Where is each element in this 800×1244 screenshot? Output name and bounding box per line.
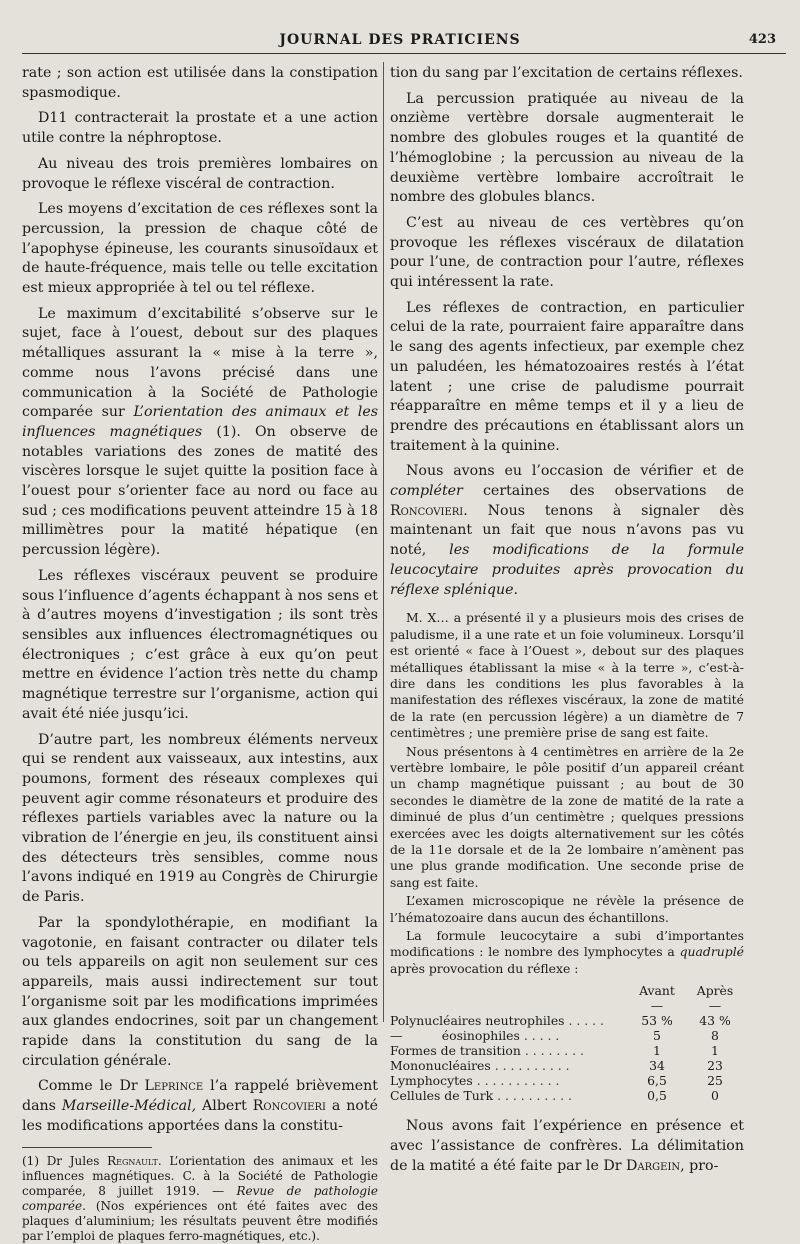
leader-dots: . . . . . . . . <box>524 1043 584 1059</box>
value-after: 0 <box>711 1088 719 1104</box>
footnote <box>22 1154 378 1244</box>
value-after: 1 <box>711 1043 719 1059</box>
cited-title: L’orientation des animaux et les influences magnétiques <box>22 404 379 440</box>
paragraph <box>22 1077 378 1136</box>
text: (Nos expériences ont été faites avec des plaques d’aluminium; les résultats peuvent être modifiés par l’emploi de plaques ferro-magnétiques, etc.). <box>22 1198 378 1243</box>
author-name: Roncovieri. <box>390 502 468 519</box>
emphasis: quadruplé <box>679 944 744 960</box>
text: après provocation du réflexe : <box>390 960 579 976</box>
paragraph: Par la spondylothérapie, en modifiant la vagotonie, en faisant contracter ou dilater tels ou tels appareils on agit non seulement sur ces appareils, mais aussi indirectement sur tout l’organisme soit par les modifications imprimées aux glandes endocrines, soit par un changement rapide dans la constitution du sang de la circulation générale. <box>22 914 378 1069</box>
paragraph: Les réflexes viscéraux peuvent se produire sous l’influence d’agents échappant à nos sens et à d’autres moyens d’investigation ; ils sont très sensibles aux influences électromagnétiques ou électroniques ; c’est grâce à eux qu’on peut mettre en évidence l’action très nette du champ magnétique terrestre sur l’organisme, action qui avait été niée jusqu’ici. <box>22 567 378 722</box>
row-label: Polynucléaires neutrophiles <box>390 1013 565 1029</box>
table-dash-row <box>390 998 744 1013</box>
value-before: 1 <box>653 1043 661 1059</box>
author-name: Regnault. <box>107 1153 162 1168</box>
paragraph: M. X… a présenté il y a plusieurs mois des crises de paludisme, il a une rate et un foie volumineux. Lorsqu’il est orienté « face à l’Ouest », debout sur des plaques métalliques établissant la mise « à la terre », c’est-à-dire dans les conditions les plus favorables à la manifestation des réflexes viscéraux, la zone de matité de la rate (en percussion légère) a un diamètre de 7 centimètres ; une première prise de sang est faite. <box>390 610 744 741</box>
value-before: 6,5 <box>647 1073 667 1089</box>
column-divider <box>383 62 384 1022</box>
emphasis: les modifications de la formule leucocytaire produites après provocation du réflexe splénique. <box>390 542 745 598</box>
leucocyte-table <box>390 983 744 1103</box>
text: Nous avons eu l’occasion de vérifier et de <box>406 463 744 480</box>
paragraph: L’examen microscopique ne révèle la présence de l’hématozoaire dans aucun des échantillons. <box>390 893 744 925</box>
value-before: 5 <box>653 1028 661 1044</box>
paragraph: Les moyens d’excitation de ces réflexes sont la percussion, la pression de chaque côté de l’apophyse épineuse, les courants sinusoïdaux et de haute-fréquence, mais telle ou telle excitation est mieux appropriée à tel ou tel réflexe. <box>22 201 378 297</box>
table-row <box>390 1043 744 1058</box>
column-header-after: Après <box>696 983 734 999</box>
left-column <box>22 64 378 1244</box>
table-row <box>390 1088 744 1103</box>
row-label: Lymphocytes <box>390 1073 473 1089</box>
row-label: Cellules de Turk <box>390 1088 494 1104</box>
table-header-row <box>390 983 744 998</box>
text: a noté les modifications apportées dans la constitu- <box>22 1098 378 1134</box>
text: L’orientation des animaux et les influences magnétiques. C. à la Société de Pathologie comparée, 8 juillet 1919. — <box>22 1153 378 1198</box>
right-column <box>390 64 744 1182</box>
dash: — <box>650 998 664 1014</box>
paragraph <box>22 305 378 561</box>
running-title: JOURNAL DES PRATICIENS <box>279 32 521 48</box>
journal-name: Revue de pathologie comparée. <box>22 1183 379 1213</box>
emphasis: compléter <box>390 483 463 500</box>
paragraph <box>390 462 744 600</box>
value-after: 23 <box>707 1058 723 1074</box>
leader-dots: . . . . . . . . . . <box>494 1058 570 1074</box>
journal-name: Marseille-Médical, <box>61 1098 197 1115</box>
row-label: — éosinophiles <box>390 1028 520 1044</box>
text: Albert <box>202 1098 247 1115</box>
text: Nous tenons à signaler dès maintenant un fait que nous n’avons pas vu noté, <box>390 502 744 559</box>
dash: — <box>708 998 722 1014</box>
table-row <box>390 1073 744 1088</box>
case-report <box>390 610 744 977</box>
row-label: Formes de transition <box>390 1043 521 1059</box>
author-name: Roncovieri <box>252 1098 326 1115</box>
value-after: 43 % <box>699 1013 731 1029</box>
text: (1) Dr Jules <box>22 1153 100 1168</box>
paragraph: D11 contracterait la prostate et a une action utile contre la néphroptose. <box>22 110 378 147</box>
paragraph: rate ; son action est utilisée dans la constipation spasmodique. <box>22 65 378 101</box>
paragraph: Les réflexes de contraction, en particulier celui de la rate, pourraient faire apparaître dans le sang des agents infectieux, par exemple chez un paludéen, les hématozoaires restés à l’état latent ; une crise de paludisme pourrait réapparaître en même temps et il y a lieu de prendre des précautions en établissant alors un traitement à la quinine. <box>390 299 744 454</box>
page-number: 423 <box>748 32 776 47</box>
paragraph: Nous présentons à 4 centimètres en arrière de la 2e vertèbre lombaire, le pôle positif d’un appareil créant un champ magnétique puissant ; au bout de 30 secondes le diamètre de la zone de matité de la rate a diminué de plus d’un centimètre ; quelques pressions exercées avec les doigts alternativement sur les côtés de la 11e dorsale et de la 2e lombaire n’amènent pas une plus grande modification. Une seconde prise de sang est faite. <box>390 743 744 890</box>
footnote-rule <box>22 1147 152 1148</box>
text: Comme le Dr <box>38 1078 138 1095</box>
text: certaines des observations de <box>482 483 744 500</box>
leader-dots: . . . . . <box>568 1013 604 1029</box>
table-row <box>390 1058 744 1073</box>
paragraph: D’autre part, les nombreux éléments nerveux qui se rendent aux vaisseaux, aux intestins, aux poumons, forment des réseaux complexes qui peuvent agir comme résonateurs et produire des réflexes partiels variables avec la nature ou la vibration de l’énergie en jeu, ils constituent ainsi des détecteurs très sensibles, comme nous l’avons indiqué en 1919 au Congrès de Chirurgie de Paris. <box>22 731 378 906</box>
column-header-before: Avant <box>639 983 675 999</box>
leader-dots: . . . . . . . . . . . <box>476 1073 560 1089</box>
value-after: 25 <box>707 1073 723 1089</box>
text: Nous avons fait l’expérience en présence et avec l’assistance de confrères. La délimitation de la matité a été faite par le Dr <box>390 1118 744 1174</box>
paragraph <box>390 1117 744 1176</box>
row-label: Mononucléaires <box>390 1058 491 1074</box>
author-name: Dargein, <box>626 1157 685 1174</box>
text: Le maximum d’excitabilité s’observe sur le sujet, face à l’ouest, debout sur des plaques métalliques assurant la « mise à la terre », comme nous l’avons précisé dans une communication à la Société de Pathologie comparée sur <box>22 305 378 421</box>
text: pro- <box>689 1157 719 1174</box>
value-after: 8 <box>711 1028 719 1044</box>
paragraph: C’est au niveau de ces vertèbres qu’on provoque les réflexes viscéraux de dilatation pour l’une, de contraction pour l’autre, réflexes qui intéressent la rate. <box>390 214 744 291</box>
table-row <box>390 1013 744 1028</box>
paragraph: Au niveau des trois premières lombaires on provoque le réflexe viscéral de contraction. <box>22 155 378 192</box>
leader-dots: . . . . . . . . . . <box>497 1088 572 1104</box>
paragraph: tion du sang par l’excitation de certains réflexes. <box>390 65 743 81</box>
paragraph <box>390 928 744 977</box>
text: (1). On observe de notables variations des zones de matité des viscères lorsque le sujet quitte la position face à l’ouest pour s’orienter face au nord ou face au sud ; ces modifications peuvent atteindre 15 à 18 millimètres pour la matité hépatique (en percussion légère). <box>22 423 378 559</box>
value-before: 53 % <box>641 1013 673 1029</box>
header-rule <box>22 53 786 54</box>
table-row <box>390 1028 744 1043</box>
text: l’a rappelé brièvement dans <box>22 1078 379 1115</box>
value-before: 34 <box>649 1058 665 1074</box>
value-before: 0,5 <box>647 1088 667 1104</box>
author-name: Leprince <box>144 1078 204 1095</box>
leader-dots: . . . . . <box>523 1028 560 1044</box>
text: La formule leucocytaire a subi d’importantes modifications : le nombre des lymphocytes a <box>390 928 744 960</box>
paragraph: La percussion pratiquée au niveau de la onzième vertèbre dorsale augmenterait le nombre des globules rouges et la quantité de l’hémoglobine ; la percussion au niveau de la deuxième vertèbre lombaire accroîtrait le nombre des globules blancs. <box>390 90 744 206</box>
